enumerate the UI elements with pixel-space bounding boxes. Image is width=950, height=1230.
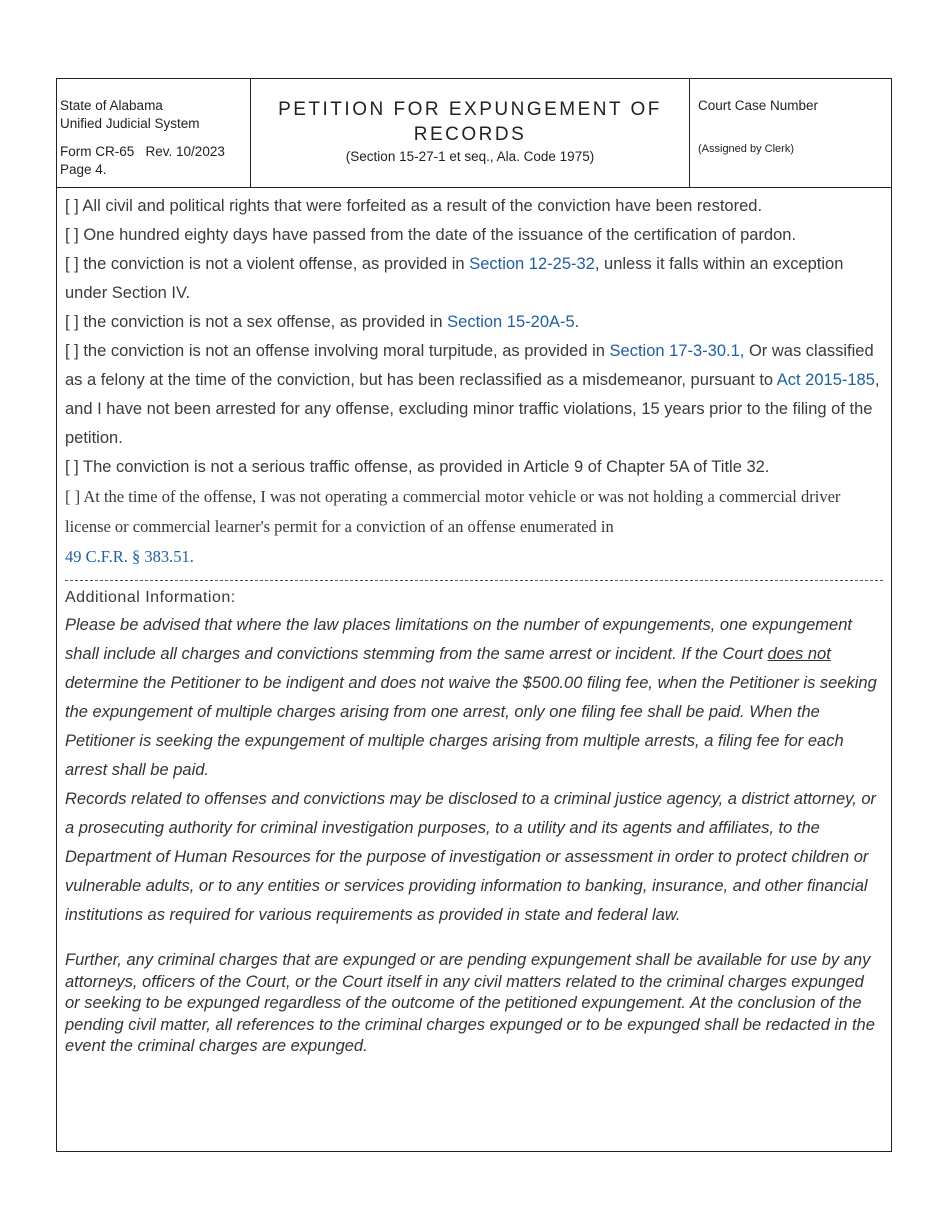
item-text: Or was classified as a felony at the time of the conviction, but has been reclassified as a misdemeanor, pursuant to bbox=[65, 342, 874, 389]
state-label: State of Alabama bbox=[60, 98, 163, 113]
item-text: [ ] the conviction is not a sex offense, as provided in bbox=[65, 313, 448, 331]
section-15-20a-5-link[interactable]: Section 15-20A-5 bbox=[447, 313, 575, 331]
form-header bbox=[57, 79, 891, 188]
section-12-25-32-link[interactable]: Section 12-25-32 bbox=[469, 255, 595, 273]
checkbox-item-violent-offense[interactable] bbox=[65, 250, 883, 308]
additional-info-paragraph-1 bbox=[65, 611, 883, 785]
cfr-383-51-link[interactable]: 49 C.F.R. § 383.51. bbox=[65, 547, 194, 566]
additional-info-label: Additional Information: bbox=[65, 589, 236, 606]
form-number-line bbox=[60, 143, 250, 161]
form-revision: Rev. 10/2023 bbox=[145, 144, 225, 159]
checkbox-item-moral-turpitude[interactable] bbox=[65, 337, 883, 453]
form-body bbox=[57, 188, 891, 1058]
header-title-cell bbox=[251, 79, 690, 187]
header-case-cell bbox=[690, 79, 891, 187]
page-title: PETITION FOR EXPUNGEMENT OF RECORDS bbox=[278, 99, 662, 145]
checkbox-item-traffic-offense[interactable]: [ ] The conviction is not a serious traffic offense, as provided in Article 9 of Chapter 5A of Title 32. bbox=[65, 458, 770, 476]
act-2015-185-link[interactable]: Act 2015-185 bbox=[776, 371, 875, 389]
additional-info-paragraph-3: Further, any criminal charges that are expunged or are pending expungement shall be available for use by any attorneys, officers of the Court, or the Court itself in any civil matters related to the criminal charges expunged or seeking to be expunged regardless of the outcome of the petitioned expungement. At the conclusion of the pending civil matter, all references to the criminal charges expunged or to be expunged shall be redacted in the event the criminal charges are expunged. bbox=[65, 951, 875, 1055]
additional-info-paragraph-2: Records related to offenses and convictions may be disclosed to a criminal justice agency, a district attorney, or a prosecuting authority for criminal investigation purposes, to a utility and its agents and affiliates, to the Department of Human Resources for the purpose of investigation or assessment in order to protect children or vulnerable adults, or to any entities or services providing information to banking, insurance, and other financial institutions as required for various requirements as provided in state and federal law. bbox=[65, 790, 877, 924]
header-left bbox=[57, 79, 251, 187]
case-number-label: Court Case Number bbox=[698, 98, 819, 113]
page-subtitle: (Section 15-27-1 et seq., Ala. Code 1975) bbox=[345, 149, 595, 164]
system-label: Unified Judicial System bbox=[60, 116, 200, 131]
item-text: . bbox=[574, 313, 580, 331]
checkbox-item-rights-restored[interactable]: [ ] All civil and political rights that were forfeited as a result of the conviction have been restored. bbox=[65, 197, 763, 215]
dashed-divider bbox=[65, 580, 883, 581]
section-17-3-30-1-link[interactable]: Section 17-3-30.1, bbox=[609, 342, 745, 360]
item-text: [ ] the conviction is not a violent offense, as provided in bbox=[65, 255, 470, 273]
does-not-emphasis: does not bbox=[767, 645, 831, 663]
assigned-by-clerk: (Assigned by Clerk) bbox=[698, 143, 794, 155]
checkbox-item-sex-offense[interactable] bbox=[65, 308, 883, 337]
checkbox-item-commercial-vehicle[interactable] bbox=[65, 482, 883, 572]
paragraph-text: Please be advised that where the law places limitations on the number of expungements, one expungement shall include all charges and convictions stemming from the same arrest or incident. If the Court bbox=[65, 616, 852, 663]
item-text: [ ] At the time of the offense, I was not operating a commercial motor vehicle or was not holding a commercial driver license or commercial learner's permit for a conviction of an offense enumerated in bbox=[65, 487, 841, 536]
form-frame bbox=[56, 78, 892, 1152]
page-number: Page 4. bbox=[60, 162, 107, 177]
item-text: , unless it falls within an exception under Section IV. bbox=[65, 255, 844, 302]
paragraph-text: determine the Petitioner to be indigent and does not waive the $500.00 filing fee, when the Petitioner is seeking the expungement of multiple charges arising from one arrest, only one filing fee shall be paid. When the Petitioner is seeking the expungement of multiple charges arising from multiple arrests, a filing fee for each arrest shall be paid. bbox=[65, 674, 877, 779]
checkbox-item-pardon[interactable]: [ ] One hundred eighty days have passed from the date of the issuance of the certification of pardon. bbox=[65, 226, 797, 244]
item-text: [ ] the conviction is not an offense involving moral turpitude, as provided in bbox=[65, 342, 610, 360]
item-text: , and I have not been arrested for any offense, excluding minor traffic violations, 15 years prior to the filing of the petition. bbox=[65, 371, 880, 447]
form-number: Form CR-65 bbox=[60, 144, 135, 159]
